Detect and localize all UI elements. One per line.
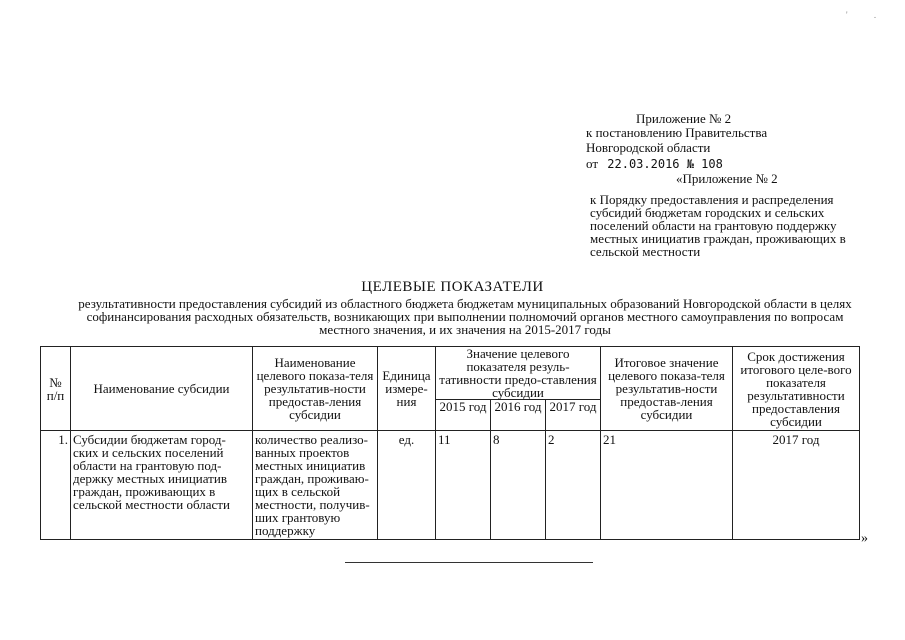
cell-deadline: 2017 год (733, 431, 860, 540)
bottom-rule (345, 562, 593, 563)
col-header-year-2017: 2017 год (546, 400, 601, 431)
closing-quote: » (861, 531, 868, 546)
indicators-table (40, 346, 860, 540)
col-header-deadline: Срок достижения итогового целе-вого показателя результативности предоставления субсидии (733, 347, 860, 431)
col-header-final: Итоговое значение целевого показа-теля результатив-ности предостав-ления субсидии (601, 347, 733, 431)
col-header-indicator: Наименование целевого показа-теля результатив-ности предостав-ления субсидии (253, 347, 378, 431)
cell-unit: ед. (378, 431, 436, 540)
document-subtitle: результативности предоставления субсидий из областного бюджета бюджетам муниципальных образований Новгородской области в целях софинансирования расходных обязательств, возникающих при выполнении полномочий органов местного самоуправления по вопросам местного значения, и их значения на 2015-2017 годы (78, 296, 852, 337)
date-number: 22.03.2016 № 108 (607, 157, 723, 171)
col-header-year-2015: 2015 год (436, 400, 491, 431)
cell-final: 21 (601, 431, 733, 540)
cell-subsidy: Субсидии бюджетам город-ских и сельских поселений области на грантовую под-держку местных инициатив граждан, проживающих в сельской местности области (71, 431, 253, 540)
cell-value-2016: 8 (491, 431, 546, 540)
corner-marks: ' . (846, 10, 889, 20)
resolution-line: к постановлению Правительства (586, 125, 768, 140)
date-prefix: от (586, 156, 599, 171)
col-header-subsidy: Наименование субсидии (71, 347, 253, 431)
region-line: Новгородской области (586, 140, 711, 155)
order-reference: к Порядку предоставления и распределения субсидий бюджетам городских и сельских поселений области на грантовую поддержку местных инициатив граждан, проживающих в сельской местности (590, 192, 846, 259)
table-row (41, 431, 860, 540)
date-line (586, 156, 723, 172)
cell-indicator: количество реализо-ванных проектов местных инициатив граждан, проживаю-щих в сельской местности, получив-ших грантовую поддержку (253, 431, 378, 540)
cell-value-2017: 2 (546, 431, 601, 540)
appendix-label: Приложение № 2 (636, 111, 732, 126)
cell-value-2015: 11 (436, 431, 491, 540)
document-title: ЦЕЛЕВЫЕ ПОКАЗАТЕЛИ (361, 279, 544, 295)
col-header-values: Значение целевого показателя резуль-тативности предо-ставления субсидии (436, 347, 601, 400)
cell-num: 1. (41, 431, 71, 540)
col-header-num: № п/п (41, 347, 71, 431)
quoted-appendix: «Приложение № 2 (676, 171, 778, 186)
col-header-year-2016: 2016 год (491, 400, 546, 431)
col-header-unit: Единица измере-ния (378, 347, 436, 431)
